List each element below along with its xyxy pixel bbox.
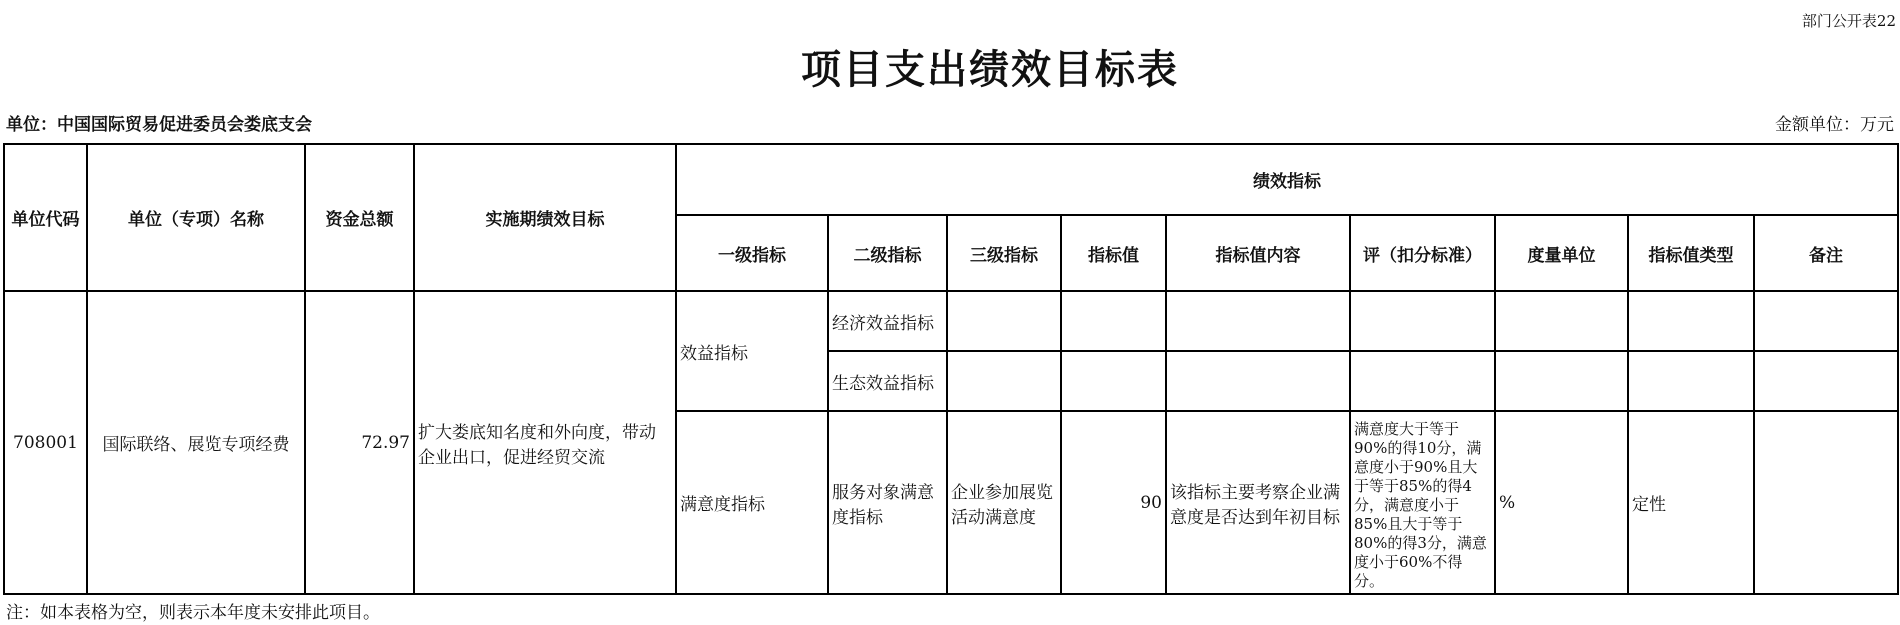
header-total-funds: 资金总额 — [305, 144, 414, 291]
cell-ecological-level2: 生态效益指标 — [828, 351, 947, 411]
header-remarks: 备注 — [1754, 215, 1898, 291]
cell-empty — [1754, 351, 1898, 411]
cell-empty — [1061, 351, 1166, 411]
cell-satisfaction-value: 90 — [1061, 411, 1166, 594]
cell-satisfaction-unit: % — [1495, 411, 1628, 594]
cell-period-goal: 扩大娄底知名度和外向度，带动企业出口，促进经贸交流 — [414, 291, 676, 594]
page-title: 项目支出绩效目标表 — [801, 46, 1179, 93]
cell-empty — [1495, 291, 1628, 351]
cell-economic-level2: 经济效益指标 — [828, 291, 947, 351]
cell-empty — [1061, 291, 1166, 351]
header-unit-name: 单位（专项）名称 — [87, 144, 305, 291]
cell-empty — [1350, 351, 1495, 411]
header-level2: 二级指标 — [828, 215, 947, 291]
cell-empty — [1495, 351, 1628, 411]
cell-empty — [1628, 291, 1754, 351]
cell-empty — [1166, 351, 1350, 411]
cell-empty — [1166, 291, 1350, 351]
cell-total-funds: 72.97 — [305, 291, 414, 594]
cell-satisfaction-scoring: 满意度大于等于90%的得10分，满意度小于90%且大于等于85%的得4分，满意度小于85%且大于等于80%的得3分，满意度小于60%不得分。 — [1350, 411, 1495, 594]
cell-empty — [1628, 351, 1754, 411]
performance-table — [3, 143, 1899, 595]
cell-benefit-level1: 效益指标 — [676, 291, 828, 411]
header-value: 指标值 — [1061, 215, 1166, 291]
cell-empty — [1754, 411, 1898, 594]
amount-unit-label: 金额单位：万元 — [1775, 115, 1894, 135]
cell-empty — [947, 351, 1061, 411]
cell-satisfaction-level3: 企业参加展览活动满意度 — [947, 411, 1061, 594]
cell-satisfaction-level1: 满意度指标 — [676, 411, 828, 594]
header-period-goal: 实施期绩效目标 — [414, 144, 676, 291]
footnote: 注：如本表格为空，则表示本年度未安排此项目。 — [6, 603, 380, 623]
header-indicators: 绩效指标 — [676, 144, 1898, 215]
cell-unit-name: 国际联络、展览专项经费 — [87, 291, 305, 594]
cell-empty — [1350, 291, 1495, 351]
cell-satisfaction-level2: 服务对象满意度指标 — [828, 411, 947, 594]
header-value-content: 指标值内容 — [1166, 215, 1350, 291]
cell-satisfaction-type: 定性 — [1628, 411, 1754, 594]
header-value-type: 指标值类型 — [1628, 215, 1754, 291]
cell-empty — [947, 291, 1061, 351]
cell-satisfaction-content: 该指标主要考察企业满意度是否达到年初目标 — [1166, 411, 1350, 594]
header-unit-code: 单位代码 — [4, 144, 87, 291]
cell-empty — [1754, 291, 1898, 351]
header-scoring: 评（扣分标准） — [1350, 215, 1495, 291]
unit-label: 单位：中国国际贸易促进委员会娄底支会 — [6, 115, 312, 135]
cell-unit-code: 708001 — [4, 291, 87, 594]
header-level3: 三级指标 — [947, 215, 1061, 291]
header-measure-unit: 度量单位 — [1495, 215, 1628, 291]
form-code: 部门公开表22 — [1801, 12, 1896, 30]
header-level1: 一级指标 — [676, 215, 828, 291]
